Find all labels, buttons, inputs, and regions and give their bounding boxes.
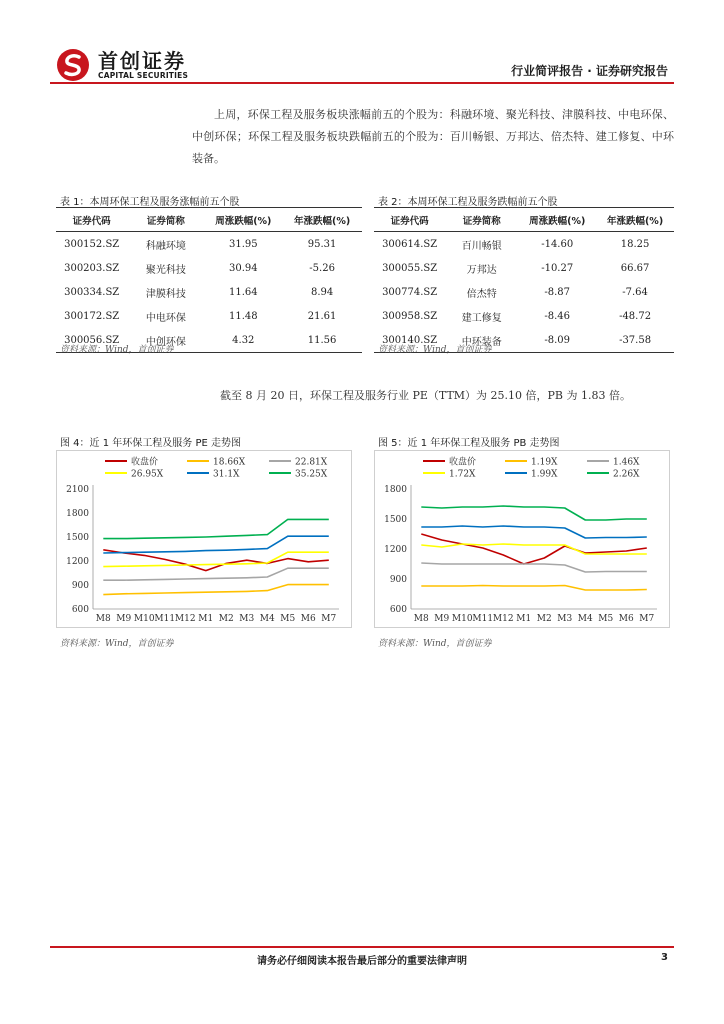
chart5-container — [374, 450, 670, 628]
table-cell: 300152.SZ — [64, 238, 120, 250]
table-cell: 300140.SZ — [374, 328, 445, 353]
table2-header-row — [374, 208, 674, 232]
x-tick-label: M2 — [218, 614, 234, 624]
y-tick-label: 900 — [389, 575, 407, 585]
table-cell: 300958.SZ — [382, 310, 438, 322]
chart4-container — [56, 450, 352, 628]
table-cell: 300203.SZ — [64, 262, 120, 274]
x-tick-label: M6 — [618, 614, 634, 624]
table-cell: 300334.SZ — [64, 286, 120, 298]
x-tick-label: M5 — [598, 614, 614, 624]
pb-trend-chart — [375, 451, 669, 627]
y-tick-label: 1800 — [66, 509, 89, 519]
chart4-source: 资料来源：Wind，首创证券 — [60, 639, 174, 649]
legend-label: 35.25X — [295, 469, 328, 480]
table-cell: 万邦达 — [466, 264, 497, 276]
table2-header-cell: 证券代码 — [374, 208, 445, 232]
table-cell: -48.72 — [619, 310, 652, 322]
series-line — [103, 568, 328, 580]
table-cell: 8.94 — [310, 286, 334, 298]
table-cell: 中电环保 — [145, 312, 186, 324]
table-row — [374, 280, 674, 304]
table-cell: 300774.SZ — [382, 286, 438, 298]
x-tick-label: M7 — [639, 614, 655, 624]
chart5-caption: 图 5：近 1 年环保工程及服务 PB 走势图 — [378, 438, 560, 449]
legend-label: 收盘价 — [131, 457, 159, 468]
table2-header-cell: 证券简称 — [445, 208, 518, 232]
table-cell: 建工修复 — [461, 312, 502, 324]
table-row — [56, 256, 362, 280]
x-tick-label: M4 — [577, 614, 593, 624]
legend-label: 收盘价 — [449, 457, 477, 468]
table2-source: 资料来源：Wind，首创证券 — [378, 345, 492, 355]
table-cell: -8.87 — [544, 286, 571, 298]
x-tick-label: M6 — [300, 614, 316, 624]
table-cell: 11.64 — [228, 286, 258, 298]
series-line — [421, 563, 647, 572]
table-cell: -37.58 — [596, 328, 674, 353]
x-tick-label: M3 — [557, 614, 573, 624]
legal-disclaimer: 请务必仔细阅读本报告最后部分的重要法律声明 — [257, 956, 467, 967]
table2-header-cell: 年涨跌幅(%) — [596, 208, 674, 232]
table-cell: 中环装备 — [445, 328, 518, 353]
table-cell: 11.48 — [228, 310, 258, 322]
x-tick-label: M12 — [492, 614, 514, 624]
x-tick-label: M7 — [321, 614, 337, 624]
table-row — [56, 304, 362, 328]
table1-caption: 表 1：本周环保工程及服务涨幅前五个股 — [60, 197, 240, 208]
y-tick-label: 1200 — [384, 545, 407, 555]
x-tick-label: M8 — [413, 614, 429, 624]
table-cell: 百川畅银 — [461, 240, 502, 252]
table-cell: 中创环保 — [127, 328, 204, 353]
report-type: 行业简评报告 · 证券研究报告 — [511, 64, 668, 78]
table2 — [374, 207, 674, 353]
table-cell: 300056.SZ — [56, 328, 127, 353]
series-line — [421, 586, 647, 591]
company-logo-icon — [56, 48, 90, 82]
series-line — [421, 526, 647, 538]
legend-label: 31.1X — [213, 469, 240, 480]
x-tick-label: M10 — [451, 614, 473, 624]
y-tick-label: 1200 — [66, 557, 89, 567]
x-tick-label: M10 — [133, 614, 155, 624]
table-cell: 300614.SZ — [382, 238, 438, 250]
table-cell: 4.32 — [204, 328, 282, 353]
y-tick-label: 1800 — [384, 485, 407, 495]
y-tick-label: 600 — [71, 605, 89, 615]
footer-divider — [50, 946, 674, 948]
series-line — [103, 585, 328, 595]
table-row — [374, 232, 674, 257]
y-tick-label: 2100 — [66, 485, 89, 495]
x-tick-label: M8 — [95, 614, 111, 624]
table1-header-cell: 年涨跌幅(%) — [282, 208, 362, 232]
y-tick-label: 900 — [71, 581, 89, 591]
table-cell: -10.27 — [541, 262, 574, 274]
table-cell: 津膜科技 — [145, 288, 186, 300]
series-line — [421, 544, 647, 554]
chart4-caption: 图 4：近 1 年环保工程及服务 PE 走势图 — [60, 438, 241, 449]
table-cell: 聚光科技 — [145, 264, 186, 276]
table-cell: 66.67 — [620, 262, 650, 274]
table-cell: 300055.SZ — [382, 262, 438, 274]
table-cell: -8.09 — [518, 328, 596, 353]
table-cell: 科融环境 — [145, 240, 186, 252]
legend-label: 26.95X — [131, 469, 164, 480]
x-tick-label: M9 — [434, 614, 450, 624]
table1-header-row — [56, 208, 362, 232]
table-cell: -8.46 — [544, 310, 571, 322]
company-name-en: CAPITAL SECURITIES — [98, 71, 189, 80]
pe-trend-chart — [57, 451, 351, 627]
table-cell: 21.61 — [307, 310, 337, 322]
table-cell: -5.26 — [309, 262, 335, 274]
table1-header-cell: 周涨跌幅(%) — [204, 208, 282, 232]
series-line — [421, 534, 647, 564]
table2-header-cell: 周涨跌幅(%) — [518, 208, 596, 232]
x-tick-label: M9 — [116, 614, 132, 624]
legend-label: 1.19X — [531, 457, 558, 468]
table1-header-cell: 证券简称 — [127, 208, 204, 232]
table1 — [56, 207, 362, 353]
x-tick-label: M2 — [536, 614, 552, 624]
legend-label: 2.26X — [613, 469, 640, 480]
legend-label: 1.99X — [531, 469, 558, 480]
table-row — [56, 232, 362, 257]
x-tick-label: M11 — [154, 614, 176, 624]
x-tick-label: M12 — [174, 614, 196, 624]
header-divider — [50, 82, 674, 84]
table-row — [56, 280, 362, 304]
y-tick-label: 600 — [389, 605, 407, 615]
x-tick-label: M1 — [198, 614, 214, 624]
company-name-cn: 首创证券 — [98, 49, 186, 73]
table-cell: 18.25 — [620, 238, 650, 250]
x-tick-label: M11 — [472, 614, 494, 624]
chart5-source: 资料来源：Wind，首创证券 — [378, 639, 492, 649]
table-row — [374, 304, 674, 328]
table-cell: 11.56 — [282, 328, 362, 353]
table-cell: 31.95 — [228, 238, 258, 250]
x-tick-label: M1 — [516, 614, 532, 624]
table-cell: 95.31 — [307, 238, 337, 250]
legend-label: 22.81X — [295, 457, 328, 468]
x-tick-label: M5 — [280, 614, 296, 624]
pe-pb-summary: 截至 8 月 20 日，环保工程及服务行业 PE（TTM）为 25.10 倍，PB 为 1.83 倍。 — [220, 389, 631, 402]
x-tick-label: M3 — [239, 614, 255, 624]
y-tick-label: 1500 — [384, 515, 407, 525]
table-cell: 倍杰特 — [466, 288, 497, 300]
y-tick-label: 1500 — [66, 533, 89, 543]
legend-label: 1.46X — [613, 457, 640, 468]
table-cell: 300172.SZ — [64, 310, 120, 322]
series-line — [421, 506, 647, 520]
legend-label: 1.72X — [449, 469, 476, 480]
table1-source: 资料来源：Wind，首创证券 — [60, 345, 174, 355]
legend-label: 18.66X — [213, 457, 246, 468]
x-tick-label: M4 — [259, 614, 275, 624]
intro-paragraph: 上周，环保工程及服务板块涨幅前五的个股为：科融环境、聚光科技、津膜科技、中电环保、中创环保；环保工程及服务板块跌幅前五的个股为：百川畅银、万邦达、倍杰特、建工修复、中环装备。 — [192, 108, 674, 165]
table-cell: 30.94 — [228, 262, 258, 274]
table-cell: -7.64 — [622, 286, 648, 298]
table-row — [374, 256, 674, 280]
table-cell: -14.60 — [541, 238, 574, 250]
table1-header-cell: 证券代码 — [56, 208, 127, 232]
table2-caption: 表 2：本周环保工程及服务跌幅前五个股 — [378, 197, 558, 208]
page-number: 3 — [661, 952, 668, 963]
